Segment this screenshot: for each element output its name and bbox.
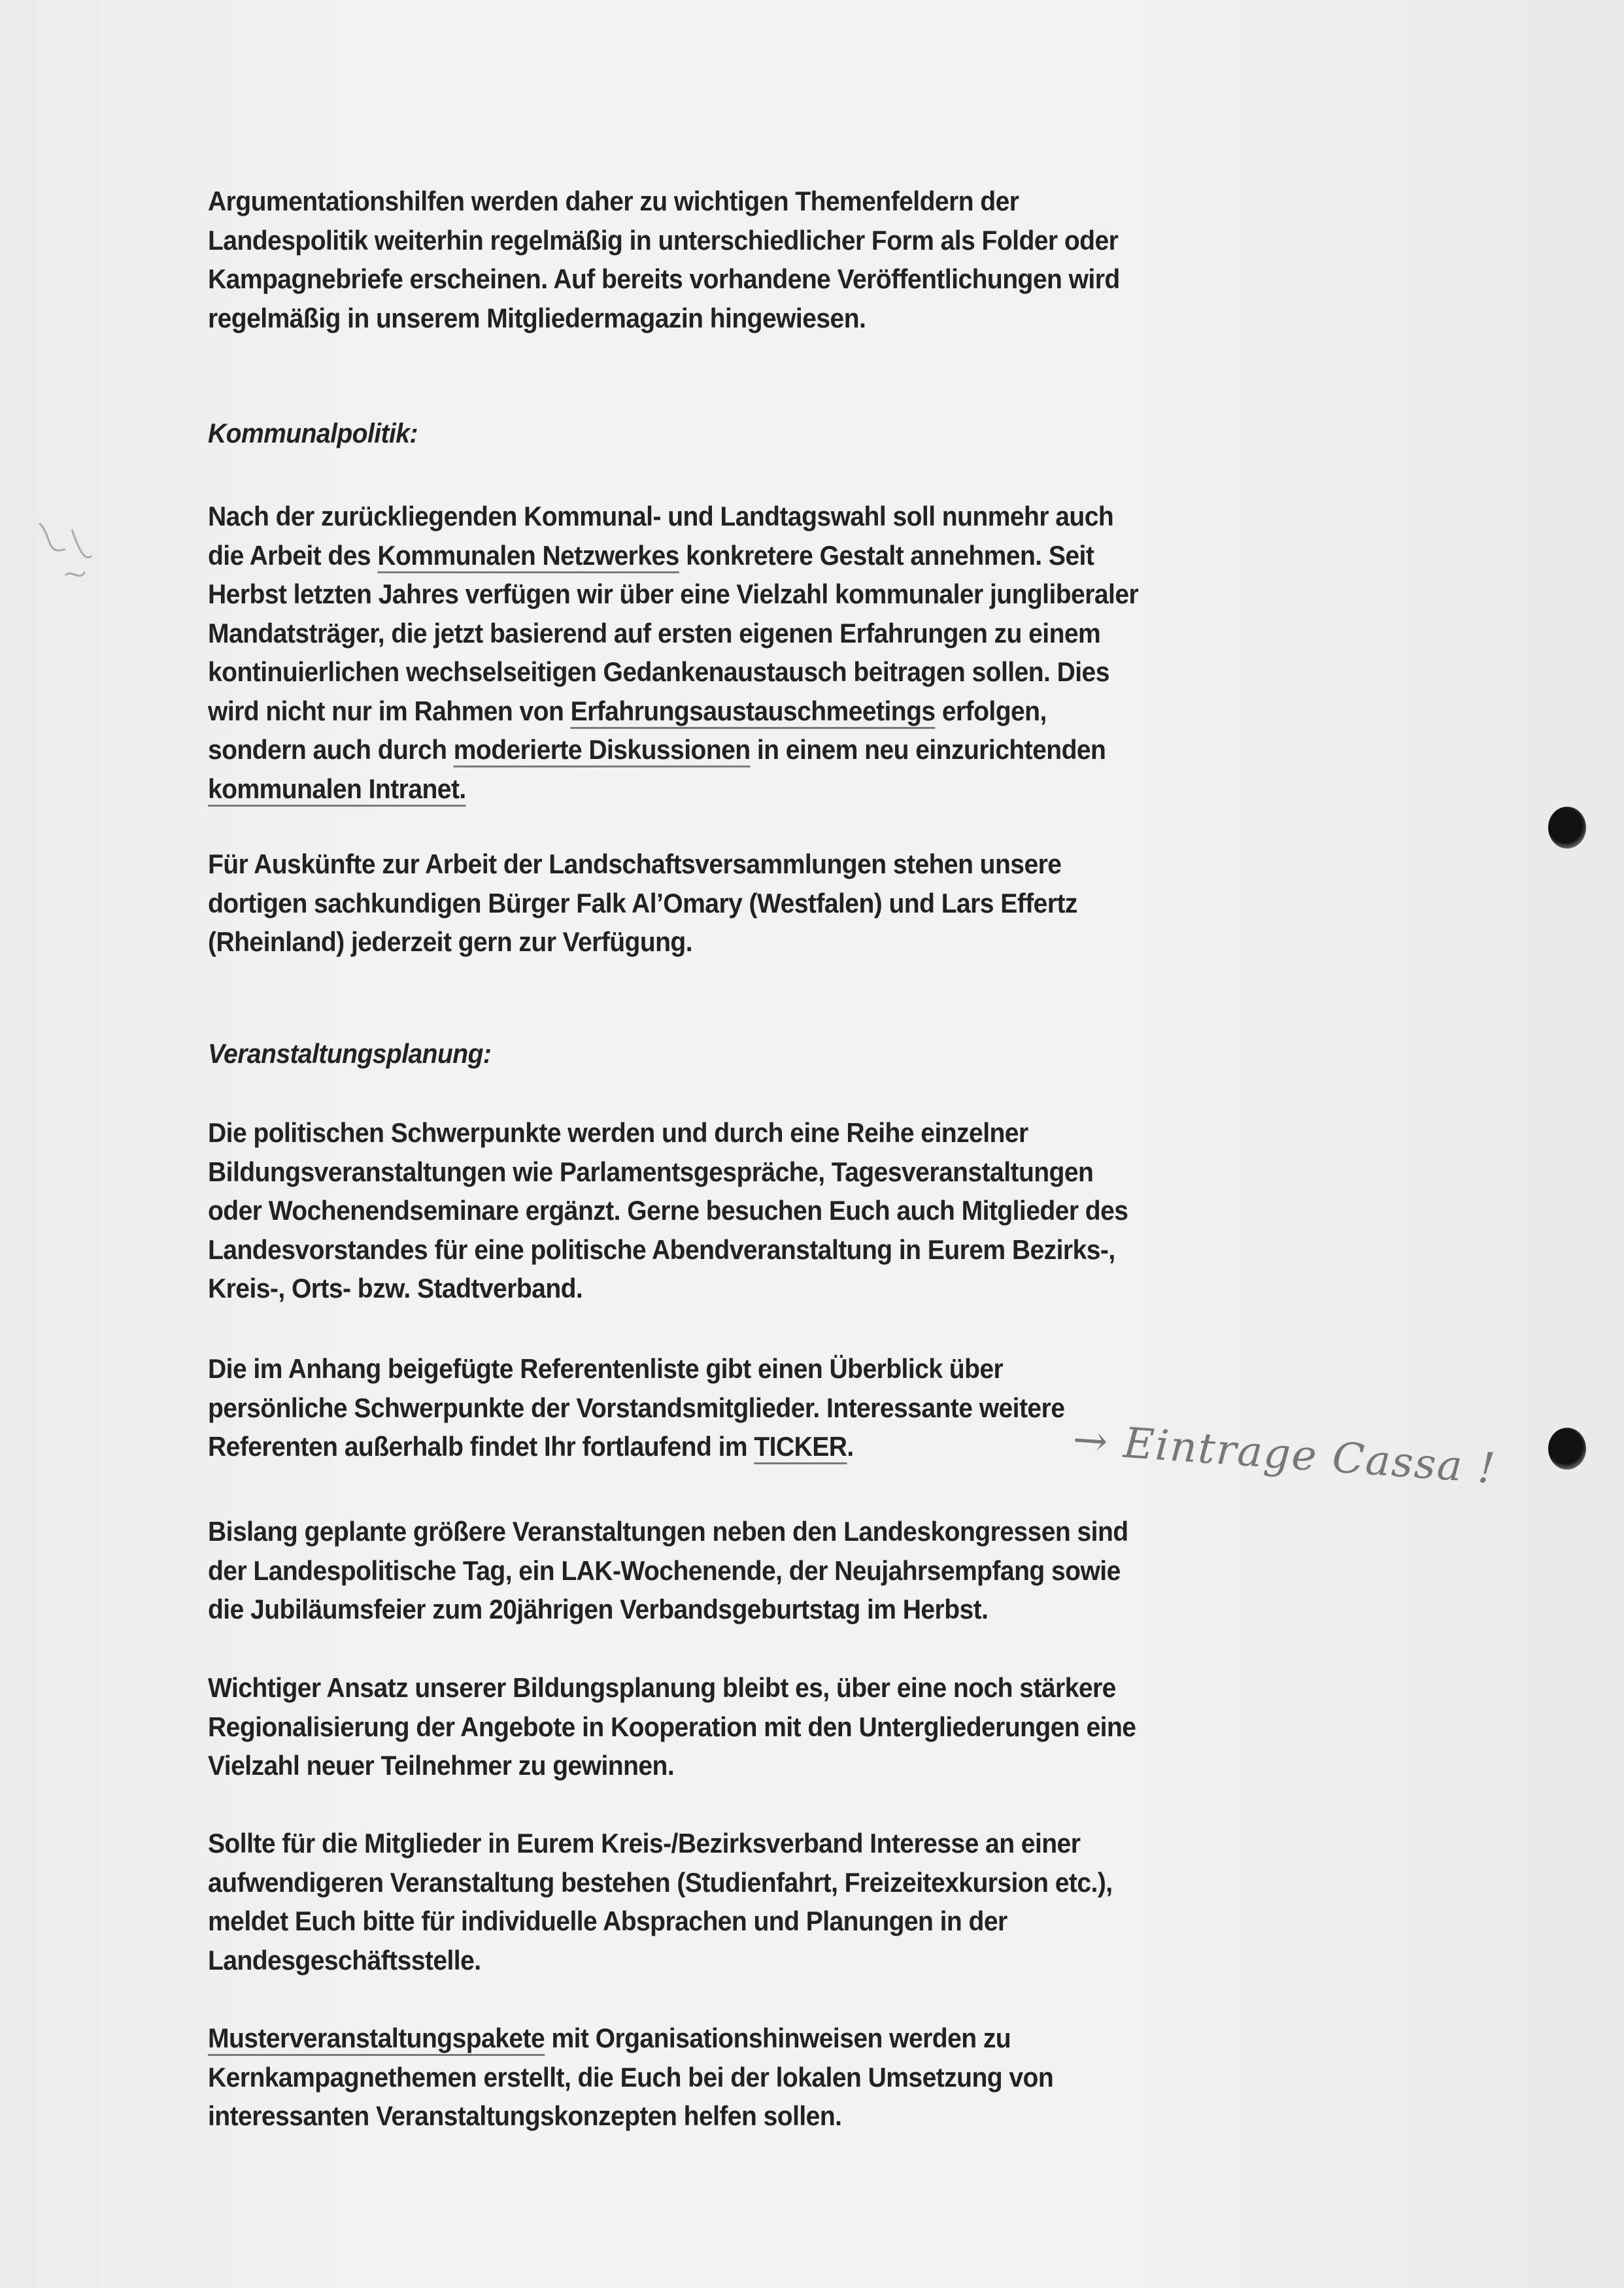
paragraph — [208, 1512, 1394, 1629]
text-line — [208, 652, 1394, 692]
text-line — [208, 414, 1394, 453]
text-segment: wird nicht nur im Rahmen von — [208, 695, 571, 726]
text-line — [208, 922, 1394, 962]
text-line — [208, 1824, 1394, 1863]
text-segment: interessanten Veranstaltungskonzepten helfen sollen. — [208, 2100, 842, 2131]
text-line — [208, 1349, 1394, 1388]
text-segment: regelmäßig in unserem Mitgliedermagazin hingewiesen. — [208, 302, 866, 333]
text-line — [208, 845, 1394, 884]
text-segment: (Rheinland) jederzeit gern zur Verfügung. — [208, 926, 693, 957]
text-segment: konkretere Gestalt annehmen. Seit — [679, 539, 1094, 571]
punch-hole — [1548, 1428, 1586, 1470]
text-segment: Regionalisierung der Angebote in Kooperation mit den Untergliederungen eine — [208, 1711, 1136, 1742]
text-line — [208, 1863, 1394, 1902]
text-line — [208, 1034, 1394, 1073]
text-segment: Die im Anhang beigefügte Referentenliste gibt einen Überblick über — [208, 1353, 1004, 1384]
underlined-text: Kommunalen Netzwerkes — [377, 540, 679, 573]
text-line — [208, 2058, 1394, 2097]
text-line — [208, 1551, 1394, 1590]
text-line — [208, 1113, 1394, 1152]
text-line — [208, 1902, 1394, 1941]
text-segment: Herbst letzten Jahres verfügen wir über eine Vielzahl kommunaler jungliberaler — [208, 579, 1139, 609]
text-line — [208, 1590, 1394, 1629]
text-segment: Kernkampagnethemen erstellt, die Euch bei der lokalen Umsetzung von — [208, 2061, 1054, 2093]
text-line — [208, 2096, 1394, 2136]
text-segment: Referenten außerhalb findet Ihr fortlaufend im — [208, 1431, 754, 1462]
text-line — [208, 182, 1394, 221]
margin-scribble — [26, 510, 105, 588]
text-segment: erfolgen, — [935, 695, 1047, 726]
underlined-text: TICKER — [754, 1431, 847, 1464]
paragraph — [208, 1668, 1394, 1785]
text-segment: oder Wochenendseminare ergänzt. Gerne besuchen Euch auch Mitglieder des — [208, 1195, 1128, 1226]
text-line — [208, 299, 1394, 338]
text-line — [208, 614, 1394, 653]
text-line — [208, 1388, 1394, 1428]
text-segment: . — [847, 1431, 854, 1462]
text-line — [208, 2019, 1394, 2058]
text-segment: Landespolitik weiterhin regelmäßig in unterschiedlicher Form als Folder oder — [208, 224, 1119, 256]
text-line — [208, 884, 1394, 923]
text-segment: meldet Euch bitte für individuelle Absprachen und Planungen in der — [208, 1906, 1007, 1936]
text-line — [208, 536, 1394, 575]
text-segment: Argumentationshilfen werden daher zu wichtigen Themenfeldern der — [208, 186, 1019, 216]
paragraph — [208, 1113, 1394, 1308]
text-segment: Veranstaltungsplanung: — [208, 1038, 492, 1069]
text-segment: sondern auch durch — [208, 734, 454, 765]
underlined-text: Musterveranstaltungspakete — [208, 2023, 545, 2056]
punch-hole — [1548, 807, 1586, 849]
underlined-text: moderierte Diskussionen — [454, 734, 751, 767]
paragraph — [208, 182, 1394, 337]
text-line — [208, 1941, 1394, 1980]
section-heading — [208, 1034, 1394, 1073]
text-segment: Kreis-, Orts- bzw. Stadtverband. — [208, 1273, 583, 1304]
text-segment: Bildungsveranstaltungen wie Parlamentsgespräche, Tagesveranstaltungen — [208, 1156, 1094, 1187]
text-segment: mit Organisationshinweisen werden zu — [545, 2023, 1011, 2053]
text-segment: Kampagnebriefe erscheinen. Auf bereits vorhandene Veröffentlichungen wird — [208, 263, 1120, 294]
text-line — [208, 1708, 1394, 1747]
section-heading — [208, 414, 1394, 453]
text-segment: Nach der zurückliegenden Kommunal- und Landtagswahl soll nunmehr auch — [208, 501, 1114, 531]
underlined-text: Erfahrungsaustauschmeetings — [571, 696, 936, 729]
text-line — [208, 1668, 1394, 1708]
text-segment: die Jubiläumsfeier zum 20jährigen Verbandsgeburtstag im Herbst. — [208, 1594, 989, 1624]
text-line — [208, 1191, 1394, 1230]
text-segment: Bislang geplante größere Veranstaltungen neben den Landeskongressen sind — [208, 1516, 1128, 1547]
text-segment: kontinuierlichen wechselseitigen Gedankenaustausch beitragen sollen. Dies — [208, 656, 1109, 687]
text-segment: Landesgeschäftsstelle. — [208, 1944, 481, 1976]
text-segment: aufwendigeren Veranstaltung bestehen (Studienfahrt, Freizeitexkursion etc.), — [208, 1866, 1113, 1898]
text-segment: Kommunalpolitik: — [208, 418, 418, 448]
text-segment: Landesvorstandes für eine politische Abendveranstaltung in Eurem Bezirks-, — [208, 1234, 1115, 1265]
text-segment: Mandatsträger, die jetzt basierend auf ersten eigenen Erfahrungen zu einem — [208, 617, 1101, 648]
text-line — [208, 1746, 1394, 1785]
text-segment: der Landespolitische Tag, ein LAK-Wochenende, der Neujahrsempfang sowie — [208, 1555, 1121, 1586]
paragraph — [208, 845, 1394, 962]
text-segment: die Arbeit des — [208, 539, 378, 571]
text-line — [208, 1152, 1394, 1192]
text-segment: Die politischen Schwerpunkte werden und durch eine Reihe einzelner — [208, 1117, 1028, 1148]
text-line — [208, 1230, 1394, 1270]
text-line — [208, 1512, 1394, 1551]
text-line — [208, 575, 1394, 614]
text-line — [208, 1269, 1394, 1308]
underlined-text: kommunalen Intranet. — [208, 773, 466, 807]
text-segment: dortigen sachkundigen Bürger Falk Al’Omary (Westfalen) und Lars Effertz — [208, 887, 1077, 918]
handwritten-note: → Eintrage Cassa ! — [1071, 1415, 1498, 1494]
text-line — [208, 730, 1394, 769]
text-line — [208, 692, 1394, 731]
text-segment: Wichtiger Ansatz unserer Bildungsplanung bleibt es, über eine noch stärkere — [208, 1672, 1116, 1703]
text-line — [208, 260, 1394, 299]
text-line — [208, 769, 1394, 809]
text-segment: Sollte für die Mitglieder in Eurem Kreis-/Bezirksverband Interesse an einer — [208, 1828, 1081, 1859]
text-line — [208, 497, 1394, 536]
text-segment: Vielzahl neuer Teilnehmer zu gewinnen. — [208, 1750, 675, 1781]
text-line — [208, 221, 1394, 260]
text-segment: in einem neu einzurichtenden — [750, 734, 1106, 765]
text-segment: Für Auskünfte zur Arbeit der Landschaftsversammlungen stehen unsere — [208, 849, 1062, 879]
paragraph — [208, 2019, 1394, 2136]
paragraph — [208, 497, 1394, 808]
text-segment: persönliche Schwerpunkte der Vorstandsmitglieder. Interessante weitere — [208, 1392, 1065, 1423]
paragraph — [208, 1824, 1394, 1979]
